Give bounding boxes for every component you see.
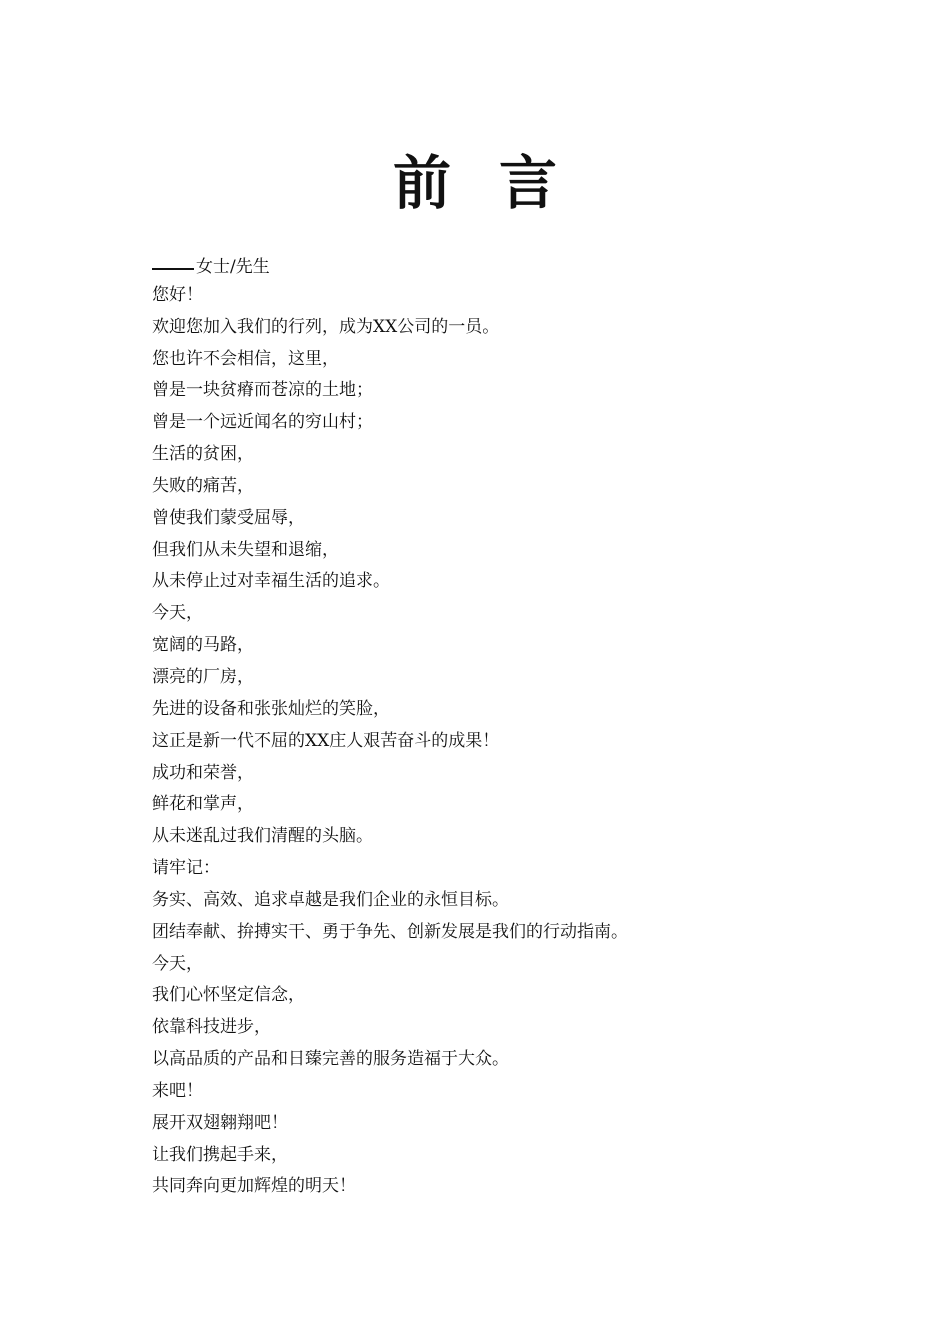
body-line: 共同奔向更加辉煌的明天！: [152, 1176, 356, 1197]
body-line: 宽阔的马路，: [152, 635, 254, 656]
body-line: 您也许不会相信，这里，: [152, 348, 339, 369]
body-line: 从未迷乱过我们清醒的头脑。: [152, 826, 373, 847]
body-line: 今天，: [152, 603, 203, 624]
salutation-suffix: 女士/先生: [196, 257, 270, 277]
body-line: 失败的痛苦，: [152, 475, 254, 496]
body-line: 曾使我们蒙受屈辱，: [152, 507, 305, 528]
body-line: 我们心怀坚定信念，: [152, 985, 305, 1006]
body-line: 先进的设备和张张灿烂的笑脸，: [152, 698, 390, 719]
body-line: 让我们携起手来，: [152, 1144, 288, 1165]
name-blank: [152, 248, 194, 270]
body-line: 但我们从未失望和退缩，: [152, 539, 339, 560]
page-title: [0, 148, 950, 218]
body-line: 成功和荣誉，: [152, 762, 254, 783]
body-line: 务实、高效、追求卓越是我们企业的永恒目标。: [152, 889, 509, 910]
document-body: [152, 248, 792, 1203]
body-line: 曾是一块贫瘠而苍凉的土地；: [152, 380, 373, 401]
title-char-1: 前: [392, 149, 451, 217]
body-line: 生活的贫困，: [152, 444, 254, 465]
body-line: 从未停止过对幸福生活的追求。: [152, 571, 390, 592]
body-line: 团结奉献、拚搏实干、勇于争先、创新发展是我们的行动指南。: [152, 921, 628, 942]
body-line: 鲜花和掌声，: [152, 794, 254, 815]
body-line: 这正是新一代不屈的XX庄人艰苦奋斗的成果！: [152, 730, 500, 751]
body-line: 曾是一个远近闻名的穷山村；: [152, 412, 373, 433]
body-line: 请牢记：: [152, 858, 220, 879]
body-line: 依靠科技进步，: [152, 1017, 271, 1038]
body-line: 以高品质的产品和日臻完善的服务造福于大众。: [152, 1049, 509, 1070]
body-line: 您好！: [152, 284, 203, 305]
body-line: 今天，: [152, 953, 203, 974]
title-char-2: 言: [499, 149, 558, 217]
body-line: 展开双翅翱翔吧！: [152, 1112, 288, 1133]
body-line: 欢迎您加入我们的行列，成为XX公司的一员。: [152, 316, 500, 337]
body-line: 来吧！: [152, 1080, 203, 1101]
body-line: 漂亮的厂房，: [152, 666, 254, 687]
salutation-line: [152, 248, 792, 280]
